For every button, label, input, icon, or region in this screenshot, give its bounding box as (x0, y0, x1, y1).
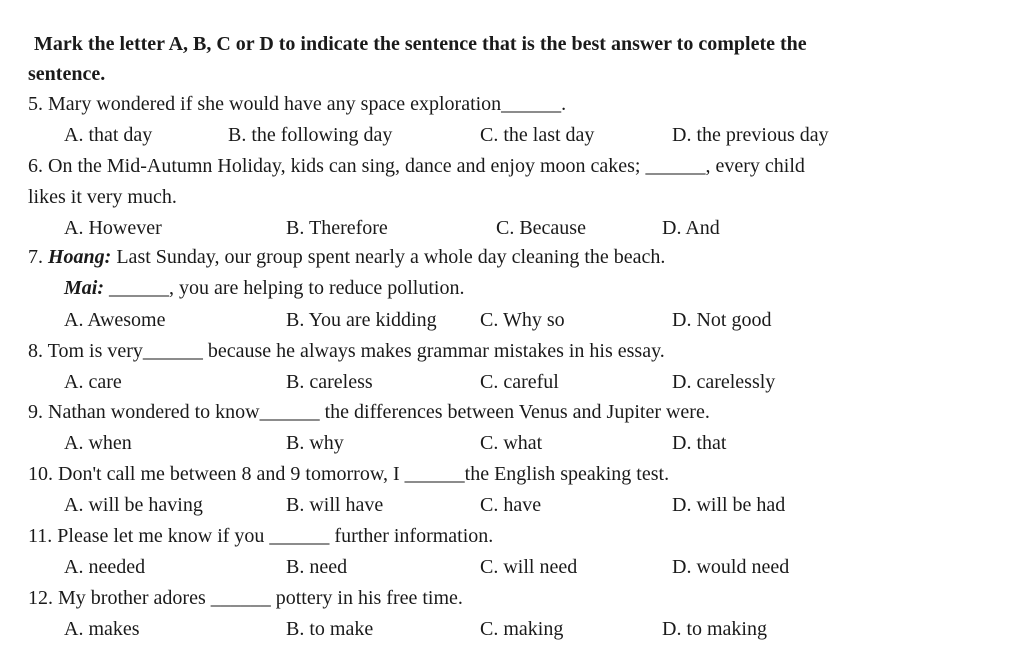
question-12-text: 12. My brother adores ______ pottery in his free time. (28, 587, 463, 609)
question-10-text: 10. Don't call me between 8 and 9 tomorrow, I ______the English speaking test. (28, 463, 670, 485)
question-7-option-c[interactable]: C. Why so (480, 309, 565, 331)
question-12-option-c[interactable]: C. making (480, 618, 564, 640)
question-7-number: 7. (28, 246, 43, 268)
question-7-option-a[interactable]: A. Awesome (64, 309, 166, 331)
question-5-option-b[interactable]: B. the following day (228, 124, 393, 146)
question-8-option-c[interactable]: C. careful (480, 371, 559, 393)
question-9-option-a[interactable]: A. when (64, 432, 132, 454)
question-6-option-c[interactable]: C. Because (496, 217, 586, 239)
question-11-option-c[interactable]: C. will need (480, 556, 578, 578)
question-10-option-a[interactable]: A. will be having (64, 494, 203, 516)
question-7-option-d[interactable]: D. Not good (672, 309, 772, 331)
question-5-option-d[interactable]: D. the previous day (672, 124, 829, 146)
question-6-option-d[interactable]: D. And (662, 217, 720, 239)
question-10-option-d[interactable]: D. will be had (672, 494, 786, 516)
question-7-line-2 (64, 276, 464, 300)
instruction-line-2: sentence. (28, 63, 106, 85)
question-12-option-d[interactable]: D. to making (662, 618, 767, 640)
question-6-text: 6. On the Mid-Autumn Holiday, kids can sing, dance and enjoy moon cakes; ______, every child (28, 155, 805, 177)
question-7-mai-text: ______, you are helping to reduce pollution. (104, 277, 465, 299)
question-6-option-a[interactable]: A. However (64, 217, 162, 239)
question-10-option-c[interactable]: C. have (480, 494, 542, 516)
question-7-option-b[interactable]: B. You are kidding (286, 309, 437, 331)
question-11-option-a[interactable]: A. needed (64, 556, 146, 578)
question-7-speaker-hoang: Hoang: (48, 246, 112, 268)
question-5-option-a[interactable]: A. that day (64, 124, 153, 146)
question-9-option-d[interactable]: D. that (672, 432, 727, 454)
question-12-option-a[interactable]: A. makes (64, 618, 140, 640)
question-8-option-a[interactable]: A. care (64, 371, 122, 393)
question-5-text: 5. Mary wondered if she would have any space exploration______. (28, 93, 567, 115)
question-8-option-b[interactable]: B. careless (286, 371, 373, 393)
question-11-option-b[interactable]: B. need (286, 556, 348, 578)
question-6-text-continued: likes it very much. (28, 186, 177, 208)
question-8-text: 8. Tom is very______ because he always makes grammar mistakes in his essay. (28, 340, 665, 362)
question-6-option-b[interactable]: B. Therefore (286, 217, 388, 239)
question-8-option-d[interactable]: D. carelessly (672, 371, 776, 393)
question-11-text: 11. Please let me know if you ______ further information. (28, 525, 494, 547)
instruction-line-1: Mark the letter A, B, C or D to indicate the sentence that is the best answer to complete the (34, 33, 807, 55)
question-9-option-c[interactable]: C. what (480, 432, 543, 454)
question-7-line-1 (28, 245, 665, 269)
question-10-option-b[interactable]: B. will have (286, 494, 384, 516)
question-9-option-b[interactable]: B. why (286, 432, 344, 454)
question-7-hoang-text: Last Sunday, our group spent nearly a whole day cleaning the beach. (111, 246, 666, 268)
question-9-text: 9. Nathan wondered to know______ the differences between Venus and Jupiter were. (28, 401, 710, 423)
question-12-option-b[interactable]: B. to make (286, 618, 374, 640)
question-11-option-d[interactable]: D. would need (672, 556, 790, 578)
question-7-speaker-mai: Mai: (64, 277, 104, 299)
question-5-option-c[interactable]: C. the last day (480, 124, 595, 146)
